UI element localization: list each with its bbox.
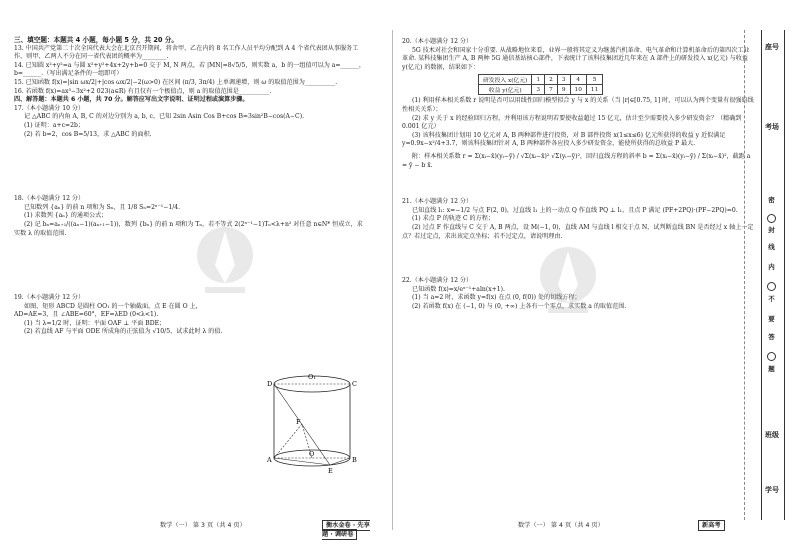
- question-13: 13. 中国共产党第二十次全国代表大会在北京召开期间，将舍甲、乙在内的 8 名工作人员平均分配到 A 4 个省代表团从事服务工作，则甲、乙两人不分在同一省代表团的概率为________.: [14, 44, 359, 61]
- question-21-part-2: (2) 过点 F 作直线与 C 交于 A, B 两点，设 M(−1, 0)，直线 AM 与直线 l 相交于点 N，试判断直线 BN 是否经过 x 轴上一定点？若过定点，求出该定点坐标；若不过定点，请说明理由.: [402, 223, 754, 240]
- question-18-body: 已知数列 {aₙ} 的前 n 项和为 Sₙ，且 1/8 Sₙ=2ⁿ⁻¹−1/4.: [24, 203, 181, 211]
- question-20-title: 20.（本小题满分 12 分）: [402, 38, 473, 45]
- left-page: [10, 0, 370, 551]
- question-15: 15. 已知函数 f(x)=|sin ωx/2|+|cos ωx/2|−2(ω>0) 在区间 (π/3, 3π/4) 上单调递增，则 ω 的取值范围为__________.: [14, 78, 338, 86]
- binding-strip-border: [761, 30, 785, 520]
- series-title-box: 衡水金卷 · 先享题 · 调研卷: [322, 522, 370, 538]
- table-cell: 4: [570, 75, 586, 85]
- question-20-body: 5G 技术对社会和国家十分重要. 从战略地位来看，业界一般将其定义为继蒸汽机革命、电气革命和计算机革命后的第四次工业革命. 某科技集团生产 A, B 两种 5G 通信基站核心部件，下表统计了该科技集团近几年来在 A 部件上的研发投入 x(亿元) 与收益 y(亿元) 的数据，结果如下：: [402, 46, 750, 71]
- figure-label-d: D: [267, 380, 273, 388]
- binding-strip: [760, 30, 784, 520]
- side-label-student-id: 学号: [765, 486, 779, 494]
- seal-char: 不: [768, 295, 775, 303]
- seal-circle-icon: [767, 282, 776, 291]
- figure-label-f: F: [296, 418, 301, 426]
- cylinder-figure: [260, 370, 365, 475]
- question-18-part-2: (2) 记 bₙ=aₙ₊₁/((aₙ−1)(aₙ₊₁−1))，数列 {bₙ} 的前 n 项和为 Tₙ，若不等式 2(2ⁿ⁻¹−1)Tₙ<λ+n² 对任意 n∈N* 恒成立，求实数 λ 的取值范围.: [14, 220, 363, 237]
- question-19-part-1: (1) 当 λ=1/2 时，证明：平面 OAF ⊥ 平面 BDE；: [24, 319, 166, 327]
- table-cell: 1: [532, 75, 545, 85]
- table-cell: 2: [545, 75, 558, 85]
- table-row-label: 研发投入 x(亿元): [479, 75, 532, 85]
- side-label-room: 考场: [765, 123, 779, 131]
- watermark-logo: [538, 245, 598, 325]
- question-17-part-2: (2) 若 b=2，cos B=5/13，求 △ABC 的面积.: [24, 130, 152, 138]
- figure-label-a: A: [267, 456, 272, 464]
- fill-blank-section-heading: 三、填空题：本题共 4 小题，每小题 5 分，共 20 分。: [14, 36, 178, 44]
- table-cell: 9: [557, 85, 570, 95]
- solution-section-heading: 四、解答题：本题共 6 小题，共 70 分。解答应写出文字说明、证明过程或演算步骤。: [14, 96, 249, 104]
- question-22-title: 22.（本小题满分 12 分）: [402, 277, 473, 285]
- table-cell: 3: [557, 75, 570, 85]
- seal-circle-icon: [767, 214, 776, 223]
- question-19-part-2: (2) 若直线 AF 与平面 ODE 所成角的正弦值为 √10/5，试求此时 λ 的值.: [24, 328, 223, 336]
- table-cell: 11: [586, 85, 602, 95]
- left-page-number: 数学（一） 第 3 页（共 4 页）: [160, 522, 246, 529]
- right-page-number: 数学（一） 第 4 页（共 4 页）: [518, 522, 604, 529]
- binding-dashed-line: [744, 30, 745, 520]
- table-row: [479, 85, 603, 95]
- side-label-seat: 座号: [765, 43, 779, 51]
- seal-char: 密: [768, 196, 775, 204]
- question-17-title: 17.（本小题满分 10 分）: [14, 104, 85, 112]
- question-19-title: 19.（本小题满分 12 分）: [14, 294, 85, 302]
- question-19-body: 如图，矩形 ABCD 是圆柱 OO₁ 的一个轴截面，点 E 在圆 O 上，AD=AE=3，且 ∠ABE=60°，EF=λED (0<λ<1).: [14, 302, 202, 319]
- question-21-body: 已知直线 l₁: x=−1/2 与点 F(2, 0)，过直线 l₁ 上的一动点 Q 作直线 PQ ⊥ l₁，且点 P 满足 (PF+2PQ)·(PF−2PQ)=0.: [412, 206, 738, 214]
- question-21-title: 21.（本小题满分 12 分）: [402, 198, 473, 206]
- figure-label-c: C: [352, 380, 357, 388]
- seal-char: 封: [768, 226, 775, 234]
- table-row: [479, 75, 603, 85]
- question-20-part-3: (3) 该科技集团计划用 10 亿元对 A, B 两种部件进行投资，对 B 部件投资 x(1≤x≤6) 亿元所获得的收益 y 近似满足 y=0.9x−x²/4+3.7，则该科技集团针对 A, B 两种部件各应投入多少研发资金，能使所获得的总收益 P 最大.: [402, 131, 726, 148]
- question-17-part-1: (1) 证明：a+c=2b；: [24, 121, 84, 129]
- left-footer: [160, 520, 246, 529]
- watermark-logo: [195, 225, 255, 305]
- side-label-class: 班级: [765, 431, 779, 439]
- question-21-part-1: (1) 求点 P 的轨迹 C 的方程；: [412, 215, 494, 223]
- table-cell: 3: [532, 85, 545, 95]
- figure-label-e: E: [328, 467, 333, 475]
- table-cell: 5: [586, 75, 602, 85]
- left-footer-box: [322, 520, 370, 538]
- question-14: 14. 已知圆 x²+y²=a 与圆 x²+y²+4x+2y+b=0 交于 M, N 两点，若 |MN|=8√5/5，则实数 a，b 的一组值可以为 a=______，b=______.（写出满足条件的一组即可）: [14, 61, 365, 78]
- question-18-title: 18.（本小题满分 12 分）: [14, 195, 85, 203]
- figure-label-o: O: [309, 450, 315, 458]
- right-footer-box: [698, 520, 725, 529]
- question-20-part-1: (1) 利用样本相关系数 r 说明是否可以用线性回归模型拟合 y 与 x 的关系（当 |r|∈[0.75, 1] 时，可以认为两个变量有很强的线性相关关系）；: [402, 97, 754, 113]
- table-cell: 7: [545, 85, 558, 95]
- question-22-part-1: (1) 当 a=2 时，求函数 y=f(x) 在点 (0, f(0)) 处的切线方程；: [412, 294, 581, 302]
- figure-label-b: B: [352, 456, 357, 464]
- figure-label-o1: O₁: [308, 373, 316, 381]
- exam-type-box: 新高考: [698, 520, 725, 531]
- seal-char: 内: [768, 263, 775, 271]
- question-16: 16. 若函数 f(x)=ax³−3x²+2 023(a∈R) 有且仅有一个极值点，则 a 的取值范围是__________.: [14, 87, 272, 95]
- table-row-label: 收益 y(亿元): [479, 85, 532, 95]
- question-20-part-2: (2) 求 y 关于 x 的经验回归方程，并利用该方程说明若要使收益超过 15 亿元，估计至少需要投入多少研发资金？（精确到 0.001 亿元）: [402, 114, 742, 131]
- question-22-part-2: (2) 若函数 f(x) 在 (−1, 0) 与 (0, +∞) 上各有一个零点，求实数 a 的取值范围.: [412, 302, 627, 310]
- right-page: [398, 0, 758, 551]
- page-divider: [392, 30, 393, 530]
- question-20-reference-formulas: 附：样本相关系数 r = Σ(xᵢ−x̄)(yᵢ−ȳ) / √Σ(xᵢ−x̄)² √Σ(yᵢ−ȳ)²，回归直线方程的斜率 b = Σ(xᵢ−x̄)(yᵢ−ȳ) / Σ(xᵢ−x̄)²，截距 a = ȳ − b x̄.: [402, 152, 751, 169]
- question-18-part-1: (1) 求数列 {aₙ} 的通项公式；: [24, 212, 108, 220]
- seal-char: 答: [768, 333, 775, 341]
- right-footer: [518, 520, 604, 529]
- seal-char: 要: [768, 315, 775, 323]
- seal-circle-icon: [767, 352, 776, 361]
- table-cell: 10: [570, 85, 586, 95]
- question-17-body: 记 △ABC 的内角 A, B, C 的对边分别为 a, b, c，已知 2sin Asin Cos B+cos B=3sin²B−cos(A−C).: [24, 113, 305, 121]
- question-22-body: 已知函数 f(x)=x/eˣ⁻¹+aln(x+1).: [412, 285, 505, 293]
- seal-char: 线: [768, 243, 775, 251]
- seal-char: 题: [768, 365, 775, 373]
- data-table: [478, 74, 603, 95]
